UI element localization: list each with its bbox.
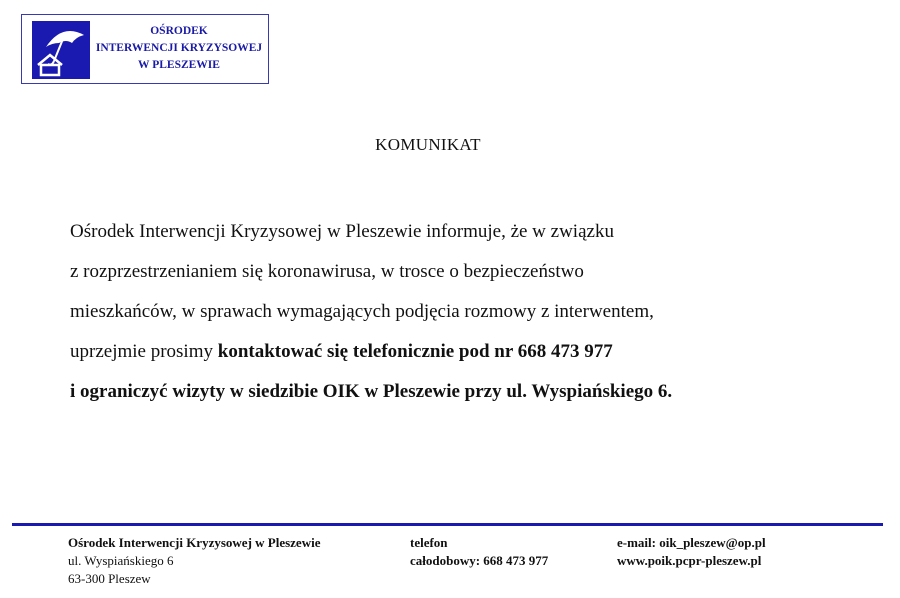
footer-divider [12,523,883,526]
logo [21,14,269,84]
footer-city: 63-300 Pleszew [68,571,151,586]
footer-website: www.poik.pcpr-pleszew.pl [617,553,762,568]
footer-org-name: Ośrodek Interwencji Kryzysowej w Pleszewie [68,535,321,550]
logo-text [92,23,266,74]
body-line-4-normal: uprzejmie prosimy [70,341,218,362]
body-line-4 [70,332,870,372]
body-line-3: mieszkańców, w sprawach wymagających podjęcia rozmowy z interwentem, [70,301,654,322]
logo-line-2: INTERWENCJI KRYZYSOWEJ [95,42,263,54]
footer-address [68,534,320,588]
body-line-1: Ośrodek Interwencji Kryzysowej w Pleszewie informuje, że w związku [70,221,614,242]
footer-contact [617,534,766,570]
footer-phone-label: telefon [410,535,448,550]
footer-email: e-mail: oik_pleszew@op.pl [617,535,766,550]
footer-phone [410,534,548,570]
footer-street: ul. Wyspiańskiego 6 [68,553,174,568]
announcement-body [70,212,870,412]
logo-line-1: OŚRODEK [150,25,208,37]
page-title: KOMUNIKAT [375,135,481,154]
umbrella-house-icon [32,21,90,79]
body-line-5-bold: i ograniczyć wizyty w siedzibie OIK w Pleszewie przy ul. Wyspiańskiego 6. [70,381,673,402]
body-line-5 [70,372,870,412]
footer-phone-number: całodobowy: 668 473 977 [410,553,549,568]
body-line-4-bold: kontaktować się telefonicznie pod nr 668 473 977 [217,341,613,362]
logo-line-3: W PLESZEWIE [138,59,220,71]
body-line-2: z rozprzestrzenianiem się koronawirusa, w trosce o bezpieczeństwo [70,261,584,282]
